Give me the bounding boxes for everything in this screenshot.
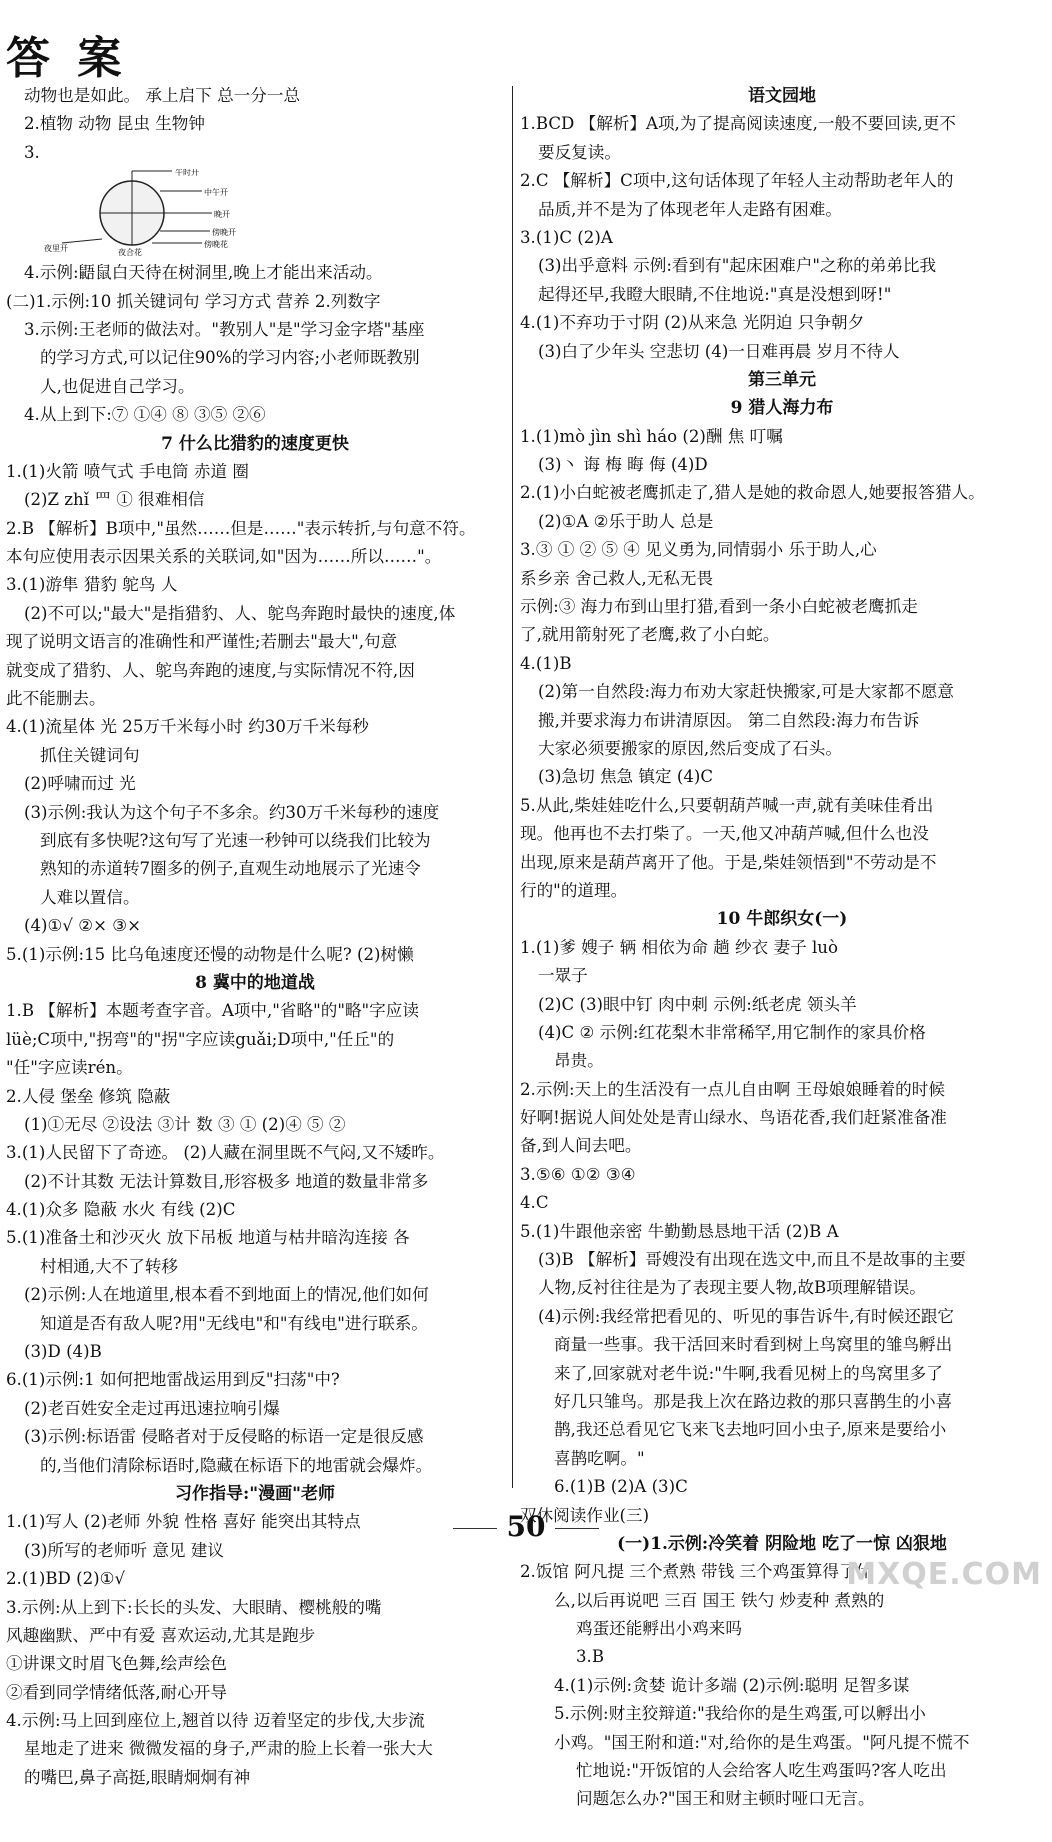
answer-line: lüè;C项中,"拐弯"的"拐"字应读guǎi;D项中,"任丘"的 <box>6 1029 395 1049</box>
answer-line: "任"字应读rén。 <box>6 1058 133 1078</box>
answer-line: 了,就用箭射死了老鹰,救了小白蛇。 <box>520 625 780 645</box>
answer-line: (3)所写的老师听 意见 建议 <box>24 1540 224 1560</box>
answer-line: 2.C 【解析】C项中,这句话体现了年轻人主动帮助老年人的 <box>520 171 954 191</box>
diagram-label: 夜里开 <box>44 244 68 254</box>
diagram-label: 午时开 <box>175 169 199 178</box>
answer-line: (4)C ② 示例:红花梨木非常稀罕,用它制作的家具价格 <box>538 1022 926 1042</box>
answer-line: 好几只雏鸟。那是我上次在路边救的那只喜鹊生的小喜 <box>554 1391 953 1411</box>
answer-line: 喜鹊吃啊。" <box>554 1448 645 1468</box>
answer-line: (二)1.示例:10 抓关键词句 学习方式 营养 2.列数字 <box>6 291 381 311</box>
answer-line: 2.B 【解析】B项中,"虽然……但是……"表示转折,与句意不符。 <box>6 518 476 538</box>
answer-line: 2.(1)小白蛇被老鹰抓走了,猎人是她的救命恩人,她要报答猎人。 <box>520 483 985 503</box>
answer-line: 备,到人间去吧。 <box>520 1136 642 1156</box>
answer-line: 鹊,我还总看见它飞来飞去地叼回小虫子,原来是要给小 <box>554 1420 947 1440</box>
section-title: 10 牛郎织女(一) <box>716 909 848 930</box>
answer-line: (2)Z zhǐ 罒 ① 很难相信 <box>24 490 205 510</box>
section-title: 习作指导:"漫画"老师 <box>175 1483 335 1504</box>
answer-line: 小鸡。"国王附和道:"对,给你的是生鸡蛋。"阿凡提不慌不 <box>554 1732 970 1752</box>
answer-line: 3.B <box>576 1647 605 1667</box>
unit-title: 第三单元 <box>748 369 816 390</box>
answer-line: 动物也是如此。 承上启下 总一分一总 <box>24 86 301 105</box>
answer-line: 2.人侵 堡垒 修筑 隐蔽 <box>6 1086 171 1106</box>
diagram-label: 中午开 <box>204 188 228 198</box>
answer-line: 2.植物 动物 昆虫 生物钟 <box>24 114 205 134</box>
answer-line: 1.BCD 【解析】A项,为了提高阅读速度,一般不要回读,更不 <box>520 114 956 134</box>
answer-line: 2.(1)BD (2)①√ <box>6 1569 126 1589</box>
diagram-label: 傍晚开 <box>212 228 236 238</box>
answer-line: 人物,反衬往往是为了表现主要人物,故B项理解错误。 <box>538 1278 926 1298</box>
answer-line: 此不能删去。 <box>6 689 106 709</box>
answer-line: 昂贵。 <box>554 1051 604 1071</box>
answer-line: (4)示例:我经常把看见的、听见的事告诉牛,有时候还跟它 <box>538 1306 955 1326</box>
answer-line: ①讲课文时眉飞色舞,绘声绘色 <box>6 1654 227 1674</box>
answer-line: 1.B 【解析】本题考查字音。A项中,"省略"的"略"字应读 <box>6 1001 419 1021</box>
answer-line: (3)D (4)B <box>24 1342 102 1362</box>
answer-line: 村相通,大不了转移 <box>40 1256 179 1276</box>
answer-line: 星地走了进来 微微发福的身子,严肃的脸上长着一张大大 <box>24 1739 433 1759</box>
footer-dash-left <box>453 1528 497 1529</box>
answer-line: 5.(1)准备土和沙灭火 放下吊板 地道与枯井暗沟连接 各 <box>6 1228 410 1248</box>
answer-line: 本句应使用表示因果关系的关联词,如"因为……所以……"。 <box>6 547 442 567</box>
answer-line: 一眾子 <box>538 966 588 986</box>
answer-line: 行的"的道理。 <box>520 880 628 900</box>
answer-line: 现了说明文语言的准确性和严谨性;若删去"最大",句意 <box>6 632 398 652</box>
diagram-label: 晚开 <box>214 210 230 220</box>
answer-line: (2)老百姓安全走过再迅速拉响引爆 <box>24 1398 280 1418</box>
answer-line: 5.从此,柴娃娃吃什么,只要朝葫芦喊一声,就有美味佳肴出 <box>520 795 934 815</box>
answer-line: 1.(1)爹 嫂子 辆 相依为命 趟 纱衣 妻子 luò <box>520 937 838 957</box>
answer-line: 的学习方式,可以记住90%的学习内容;小老师既教别 <box>40 348 420 368</box>
answer-line: 人,也促进自己学习。 <box>40 376 195 396</box>
answer-line: 4.(1)B <box>520 653 572 673</box>
answer-line: (4)①√ ②× ③× <box>24 916 142 936</box>
answer-line: 忙地说:"开饭馆的人会给客人吃生鸡蛋吗?客人吃出 <box>576 1761 947 1781</box>
plant-clock-diagram <box>42 169 302 257</box>
answer-line: (3)示例:标语雷 侵略者对于反侵略的标语一定是很反感 <box>24 1427 424 1447</box>
answer-line: 1.(1)写人 (2)老师 外貌 性格 喜好 能突出其特点 <box>6 1512 361 1532</box>
answer-line: 4.(1)众多 隐蔽 水火 有线 (2)C <box>6 1200 236 1220</box>
answer-line: 鸡蛋还能孵出小鸡来吗 <box>576 1619 742 1639</box>
section-title: (一)1.示例:冷笑着 阴险地 吃了一惊 凶狠地 <box>617 1533 947 1554</box>
answer-line: 3.示例:从上到下:长长的头发、大眼睛、樱桃般的嘴 <box>6 1597 382 1617</box>
answer-line: 4.(1)示例:贪婪 诡计多端 (2)示例:聪明 足智多谋 <box>554 1675 910 1695</box>
answer-line: (1)①无尽 ②设法 ③计 数 ③ ① (2)④ ⑤ ② <box>24 1114 346 1134</box>
answer-line: 问题怎么办?"国王和财主顿时哑口无言。 <box>576 1789 875 1809</box>
answer-line: (2)呼啸而过 光 <box>24 774 136 794</box>
answer-line: 1.(1)mò jìn shì háo (2)酬 焦 叮嘱 <box>520 426 783 446</box>
answer-line: 商量一些事。我干活回来时看到树上鸟窝里的雏鸟孵出 <box>554 1335 953 1355</box>
diagram-label: 傍晚花 <box>204 240 228 250</box>
answer-line: 大家必须要搬家的原因,然后变成了石头。 <box>538 738 842 758</box>
answer-line: (3)急切 焦急 镇定 (4)C <box>538 767 714 787</box>
answer-line: 示例:③ 海力布到山里打猎,看到一条小白蛇被老鹰抓走 <box>520 597 918 617</box>
answer-line: 2.示例:天上的生活没有一点儿自由啊 王母娘娘睡着的时候 <box>520 1079 945 1099</box>
answer-line: 双休阅读作业(三) <box>520 1505 650 1525</box>
answer-line: 就变成了猎豹、人、鸵鸟奔跑的速度,与实际情况不符,因 <box>6 660 415 680</box>
section-title: 语文园地 <box>748 86 816 106</box>
answer-line: 1.(1)火箭 喷气式 手电筒 赤道 圈 <box>6 461 249 481</box>
plant-clock-svg <box>42 169 302 257</box>
page-header-title: 答 案 <box>6 33 128 84</box>
answer-line: 3. <box>24 142 40 162</box>
answer-line: 3.③ ① ② ⑤ ④ 见义勇为,同情弱小 乐于助人,心 <box>520 540 877 560</box>
answer-line: (3)出乎意料 示例:看到有"起床困难户"之称的弟弟比我 <box>538 256 937 276</box>
answer-line: 4.示例:鼯鼠白天待在树洞里,晚上才能出来活动。 <box>24 263 383 283</box>
footer-dash-right <box>555 1528 599 1529</box>
answer-line: 好啊!据说人间处处是青山绿水、鸟语花香,我们赶紧准备准 <box>520 1108 947 1128</box>
section-title: 9 猎人海力布 <box>730 398 834 419</box>
answer-line: 来了,回家就对老牛说:"牛啊,我看见树上的鸟窝里多了 <box>554 1363 943 1383</box>
answer-line: 到底有多快呢?这句写了光速一秒钟可以绕我们比较为 <box>40 830 431 850</box>
answer-line: 风趣幽默、严中有爱 喜欢运动,尤其是跑步 <box>6 1625 316 1645</box>
answer-line: 4.示例:马上回到座位上,翘首以待 迈着坚定的步伐,大步流 <box>6 1711 425 1731</box>
answer-line: 起得还早,我瞪大眼睛,不住地说:"真是没想到呀!" <box>538 284 892 304</box>
answer-line: 现。他再也不去打柴了。一天,他又冲葫芦喊,但什么也没 <box>520 824 929 844</box>
answer-line: 2.饭馆 阿凡提 三个煮熟 带钱 三个鸡蛋算得了什 <box>520 1562 873 1582</box>
answer-line: (3)B 【解析】哥嫂没有出现在选文中,而且不是故事的主要 <box>538 1250 966 1270</box>
answer-line: 4.(1)不弃功于寸阴 (2)从来急 光阴迫 只争朝夕 <box>520 313 865 333</box>
answer-line: 4.(1)流星体 光 25万千米每小时 约30万千米每秒 <box>6 717 369 737</box>
answer-line: (2)C (3)眼中钉 肉中刺 示例:纸老虎 领头羊 <box>538 994 857 1014</box>
answer-line: 知道是否有敌人呢?用"无线电"和"有线电"进行联系。 <box>40 1313 428 1333</box>
answer-line: 系乡亲 舍己救人,无私无畏 <box>520 568 714 588</box>
diagram-label: 夜合花 <box>118 248 142 258</box>
answer-line: 人难以置信。 <box>40 887 140 907</box>
answer-line: 6.(1)示例:1 如何把地雷战运用到反"扫荡"中? <box>6 1370 340 1390</box>
answer-line: 品质,并不是为了体现老年人走路有困难。 <box>538 199 842 219</box>
answer-line: 么,以后再说吧 三百 国王 铁勺 炒麦种 煮熟的 <box>554 1590 885 1610</box>
answer-line: (2)不可以;"最大"是指猎豹、人、鸵鸟奔跑时最快的速度,体 <box>24 603 456 623</box>
answer-line: (2)不计其数 无法计算数目,形容极多 地道的数量非常多 <box>24 1171 429 1191</box>
answer-line: 出现,原来是葫芦离开了他。于是,柴娃领悟到"不劳动是不 <box>520 852 937 872</box>
answer-line: 5.(1)示例:15 比乌龟速度还慢的动物是什么呢? (2)树懒 <box>6 944 414 964</box>
answer-line: 5.(1)牛跟他亲密 牛勤勤恳恳地干活 (2)B A <box>520 1221 839 1241</box>
answer-line: (3)白了少年头 空悲切 (4)一日难再晨 岁月不待人 <box>538 341 900 361</box>
answer-line: 4.C <box>520 1193 549 1213</box>
answer-line: 3.(1)C (2)A <box>520 227 613 247</box>
answer-line: (3)丶 诲 梅 晦 侮 (4)D <box>538 455 708 475</box>
answer-line: 抓住关键词句 <box>40 745 140 765</box>
answer-line: (3)示例:我认为这个句子不多余。约30万千米每秒的速度 <box>24 802 440 822</box>
answer-line: (2)①A ②乐于助人 总是 <box>538 511 714 531</box>
watermark-url: MXQE.COM <box>846 1557 1042 1592</box>
answer-line: 的嘴巴,鼻子高挺,眼睛炯炯有神 <box>24 1767 251 1787</box>
answer-line <box>520 1814 1044 1842</box>
answer-line: 搬,并要求海力布讲清原因。 第二自然段:海力布告诉 <box>538 710 920 730</box>
answer-line: ②看到同学情绪低落,耐心开导 <box>6 1682 227 1702</box>
answer-line: 4.从上到下:⑦ ①④ ⑧ ③⑤ ②⑥ <box>24 405 266 425</box>
answer-line: 熟知的赤道转7圈多的例子,直观生动地展示了光速令 <box>40 859 421 879</box>
column-divider <box>512 86 513 1488</box>
answer-line: 3.(1)人民留下了奇迹。 (2)人藏在洞里既不气闷,又不矮昨。 <box>6 1143 445 1163</box>
page-number: 50 <box>506 1510 546 1543</box>
answer-line: 3.示例:王老师的做法对。"教别人"是"学习金字塔"基座 <box>24 319 425 339</box>
answer-line: (2)示例:人在地道里,根本看不到地面上的情况,他们如何 <box>24 1285 429 1305</box>
answer-line: (2)第一自然段:海力布劝大家赶快搬家,可是大家都不愿意 <box>538 682 955 702</box>
answer-line: 3.(1)游隼 猎豹 鸵鸟 人 <box>6 575 178 595</box>
page-number-footer <box>0 1510 1052 1543</box>
answer-line: 的,当他们清除标语时,隐藏在标语下的地雷就会爆炸。 <box>40 1455 433 1475</box>
section-title: 8 冀中的地道战 <box>195 972 315 993</box>
answer-line: 3.⑤⑥ ①② ③④ <box>520 1164 636 1184</box>
section-title: 7 什么比猎豹的速度更快 <box>161 433 349 454</box>
answer-line: 要反复读。 <box>538 142 621 162</box>
answer-line: 6.(1)B (2)A (3)C <box>554 1477 688 1497</box>
answer-line: 5.示例:财主狡辩道:"我给你的是生鸡蛋,可以孵出小 <box>554 1704 926 1724</box>
